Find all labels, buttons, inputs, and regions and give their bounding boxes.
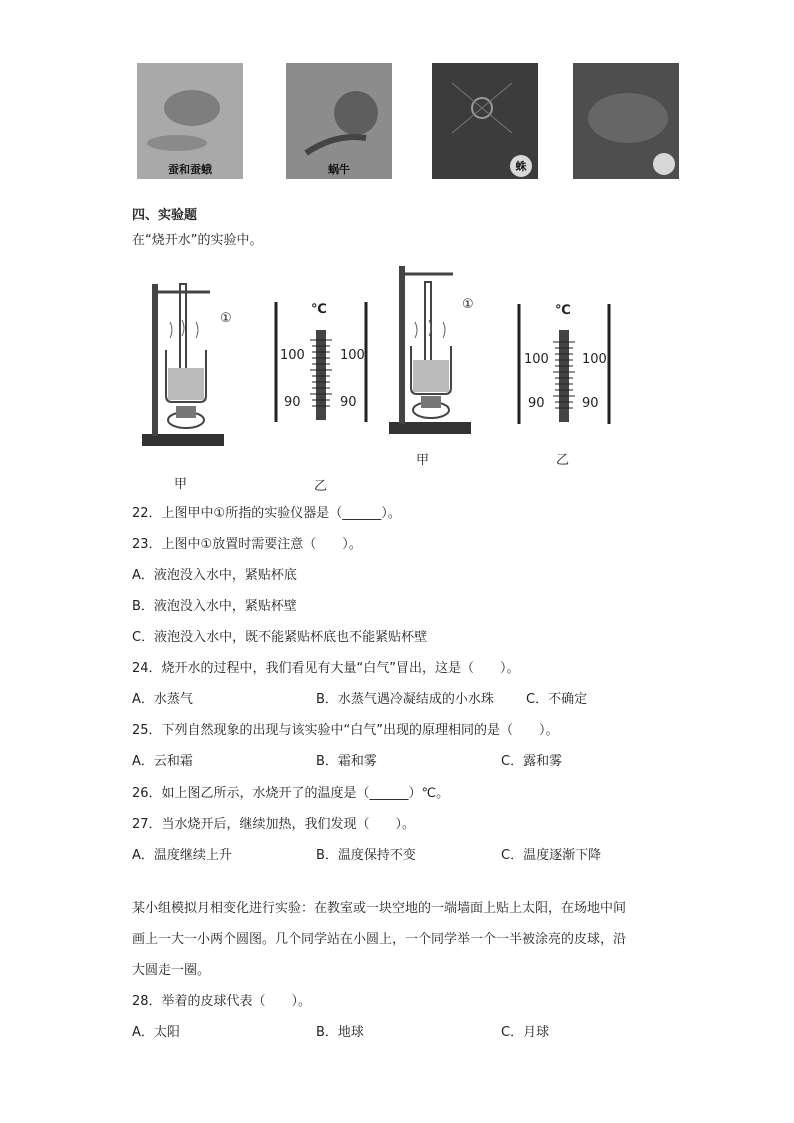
intro-text: 在“烧开水”的实验中。 — [132, 233, 263, 248]
option-25a: A．云和霜 — [132, 754, 193, 769]
marker-1: ① — [220, 311, 232, 326]
option-27c: C．温度逐渐下降 — [501, 848, 602, 863]
label-yi-1: 乙 — [314, 479, 328, 494]
unit-label-1: ℃ — [311, 302, 327, 317]
label-jia-2: 甲 — [416, 453, 430, 468]
photo-leaf — [573, 63, 679, 179]
photo-spider — [432, 63, 538, 179]
tick-100-right-1: 100 — [340, 348, 365, 363]
question-27: 27．当水烧开后，继续加热，我们发现（ ）。 — [132, 817, 416, 832]
option-28c: C．月球 — [501, 1025, 550, 1040]
photo-badge-blank — [653, 153, 675, 175]
option-24b: B．水蒸气遇冷凝结成的小水珠 — [316, 692, 494, 707]
photo-badge: 蛛 — [510, 155, 532, 177]
question-25: 25．下列自然现象的出现与该实验中“白气”出现的原理相同的是（ ）。 — [132, 723, 559, 738]
option-23c: C．液泡没入水中，既不能紧贴杯底也不能紧贴杯壁 — [132, 630, 428, 645]
photo-silkworm — [137, 63, 243, 179]
question-26: 26．如上图乙所示，水烧开了的温度是（______）℃。 — [132, 786, 450, 801]
paragraph-line-2: 画上一大一小两个圆图。几个同学站在小圆上，一个同学举一个一半被涂亮的皮球，沿 — [132, 932, 627, 947]
option-25c: C．露和雾 — [501, 754, 563, 769]
unit-label-2: ℃ — [555, 303, 571, 318]
question-23: 23．上图中①放置时需要注意（ ）。 — [132, 537, 362, 552]
photo-snail — [286, 63, 392, 179]
tick-100-left-2: 100 — [524, 352, 549, 367]
paragraph-line-1: 某小组模拟月相变化进行实验：在教室或一块空地的一端墙面上贴上太阳，在场地中间 — [132, 901, 627, 916]
option-24c: C．不确定 — [526, 692, 588, 707]
option-27b: B．温度保持不变 — [316, 848, 416, 863]
paragraph-line-3: 大圆走一圈。 — [132, 963, 211, 978]
question-24: 24．烧开水的过程中，我们看见有大量“白气”冒出，这是（ ）。 — [132, 661, 520, 676]
tick-90-right-1: 90 — [340, 395, 357, 410]
apparatus-figure-1 — [130, 278, 240, 454]
question-22: 22．上图甲中①所指的实验仪器是（______）。 — [132, 506, 401, 521]
option-28a: A．太阳 — [132, 1025, 180, 1040]
option-23b: B．液泡没入水中，紧贴杯壁 — [132, 599, 297, 614]
tick-90-left-2: 90 — [528, 396, 545, 411]
tick-90-left-1: 90 — [284, 395, 301, 410]
photo-caption: 蚕和蚕蛾 — [168, 163, 212, 176]
section-title: 四、实验题 — [132, 208, 198, 223]
label-yi-2: 乙 — [556, 453, 570, 468]
apparatus-figure-2 — [383, 262, 483, 442]
photo-caption: 蜗牛 — [328, 163, 350, 176]
option-25b: B．霜和雾 — [316, 754, 377, 769]
option-27a: A．温度继续上升 — [132, 848, 232, 863]
marker-2: ① — [462, 297, 474, 312]
tick-100-left-1: 100 — [280, 348, 305, 363]
option-28b: B．地球 — [316, 1025, 364, 1040]
label-jia-1: 甲 — [174, 477, 188, 492]
option-23a: A．液泡没入水中，紧贴杯底 — [132, 568, 297, 583]
tick-100-right-2: 100 — [582, 352, 607, 367]
tick-90-right-2: 90 — [582, 396, 599, 411]
question-28: 28．举着的皮球代表（ ）。 — [132, 994, 312, 1009]
option-24a: A．水蒸气 — [132, 692, 193, 707]
